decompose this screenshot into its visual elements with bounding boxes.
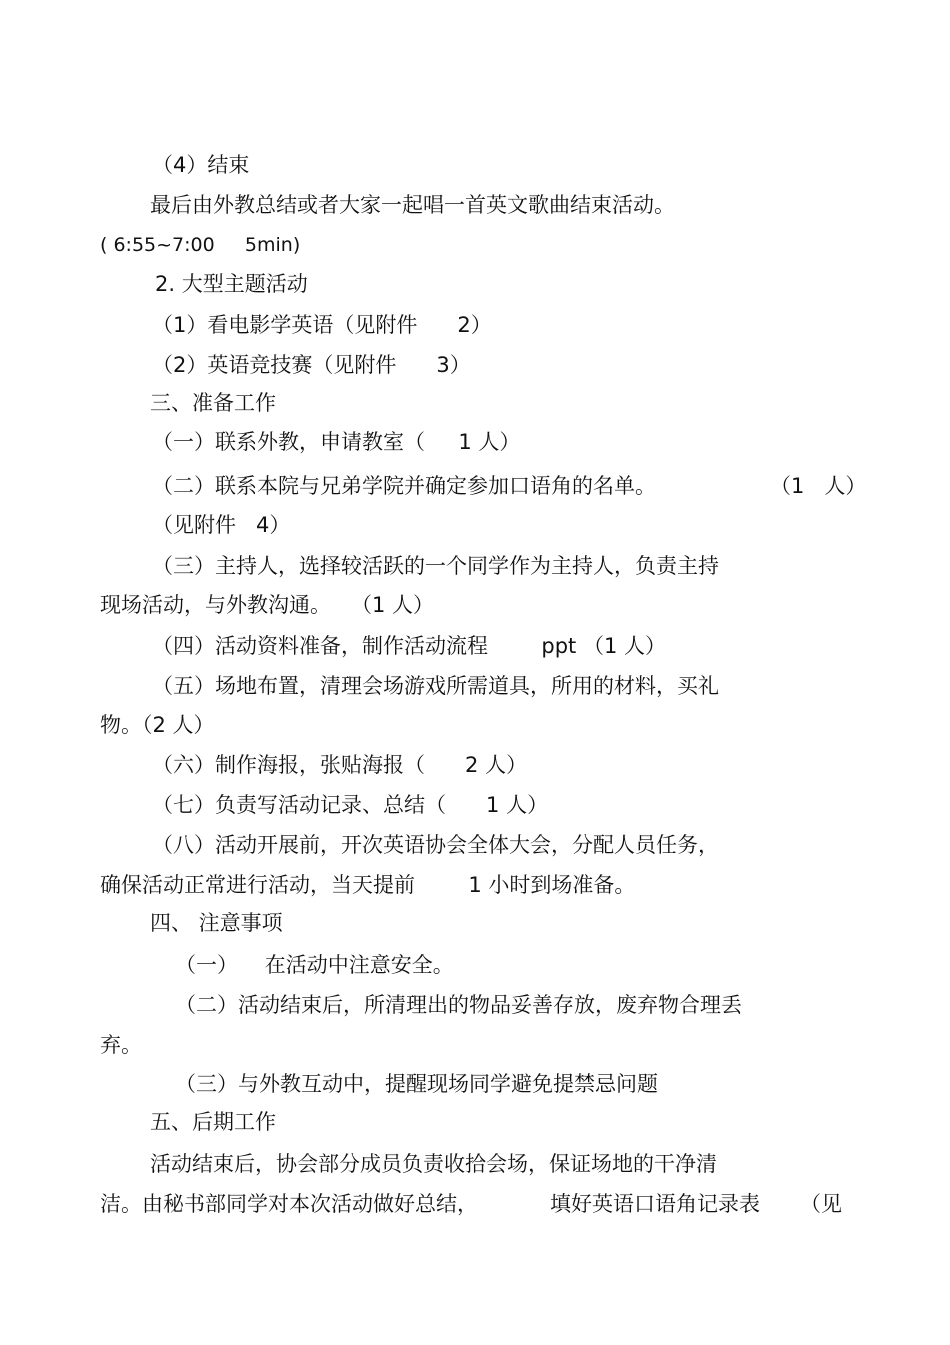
post-work-line2c: （见: [800, 1192, 842, 1216]
post-work-line2a: 洁。由秘书部同学对本次活动做好总结，: [100, 1192, 478, 1216]
list-item-movie-english: （1）看电影学英语（见附件 2）: [152, 313, 492, 337]
notice-item-2-line1: （二）活动结束后，所清理出的物品妥善存放，废弃物合理丢: [175, 993, 742, 1017]
prep-item-2-count: （1 人）: [770, 474, 867, 498]
prep-item-7: （七）负责写活动记录、总结（ 1 人）: [152, 793, 549, 817]
prep-item-6: （六）制作海报，张贴海报（ 2 人）: [152, 753, 528, 777]
prep-item-2-attachment: （见附件 4）: [152, 513, 291, 537]
list-item-english-competition: （2）英语竞技赛（见附件 3）: [152, 353, 471, 377]
prep-item-5-line2: 物。（2 人）: [100, 713, 215, 737]
prep-item-8-line1: （八）活动开展前，开次英语协会全体大会，分配人员任务，: [152, 833, 719, 857]
notice-item-2-line2: 弃。: [100, 1033, 142, 1057]
prep-item-8-line2: 确保活动正常进行活动，当天提前 1 小时到场准备。: [100, 873, 636, 897]
time-range-note: ( 6:55~7:00 5min): [100, 234, 301, 256]
section-4-end-heading: （4）结束: [152, 153, 250, 177]
large-theme-activity-heading: 2. 大型主题活动: [155, 272, 308, 296]
post-work-line2b: 填好英语口语角记录表: [550, 1192, 760, 1216]
section-5-heading: 五、后期工作: [150, 1110, 276, 1134]
section-4-heading: 四、 注意事项: [150, 911, 283, 935]
prep-item-3-line1: （三）主持人，选择较活跃的一个同学作为主持人，负责主持: [152, 554, 719, 578]
section-3-heading: 三、准备工作: [150, 391, 276, 415]
notice-item-1: （一） 在活动中注意安全。: [175, 953, 454, 977]
prep-item-4: （四）活动资料准备，制作活动流程 ppt （1 人）: [152, 634, 667, 658]
prep-item-3-line2: 现场活动，与外教沟通。 （1 人）: [100, 593, 435, 617]
prep-item-5-line1: （五）场地布置，清理会场游戏所需道具，所用的材料，买礼: [152, 674, 719, 698]
post-work-line1: 活动结束后，协会部分成员负责收拾会场，保证场地的干净清: [150, 1152, 717, 1176]
paragraph-end-activity: 最后由外教总结或者大家一起唱一首英文歌曲结束活动。: [150, 193, 675, 217]
prep-item-2: （二）联系本院与兄弟学院并确定参加口语角的名单。: [152, 474, 656, 498]
notice-item-3: （三）与外教互动中，提醒现场同学避免提禁忌问题: [175, 1072, 658, 1096]
prep-item-1: （一）联系外教，申请教室（ 1 人）: [152, 430, 521, 454]
